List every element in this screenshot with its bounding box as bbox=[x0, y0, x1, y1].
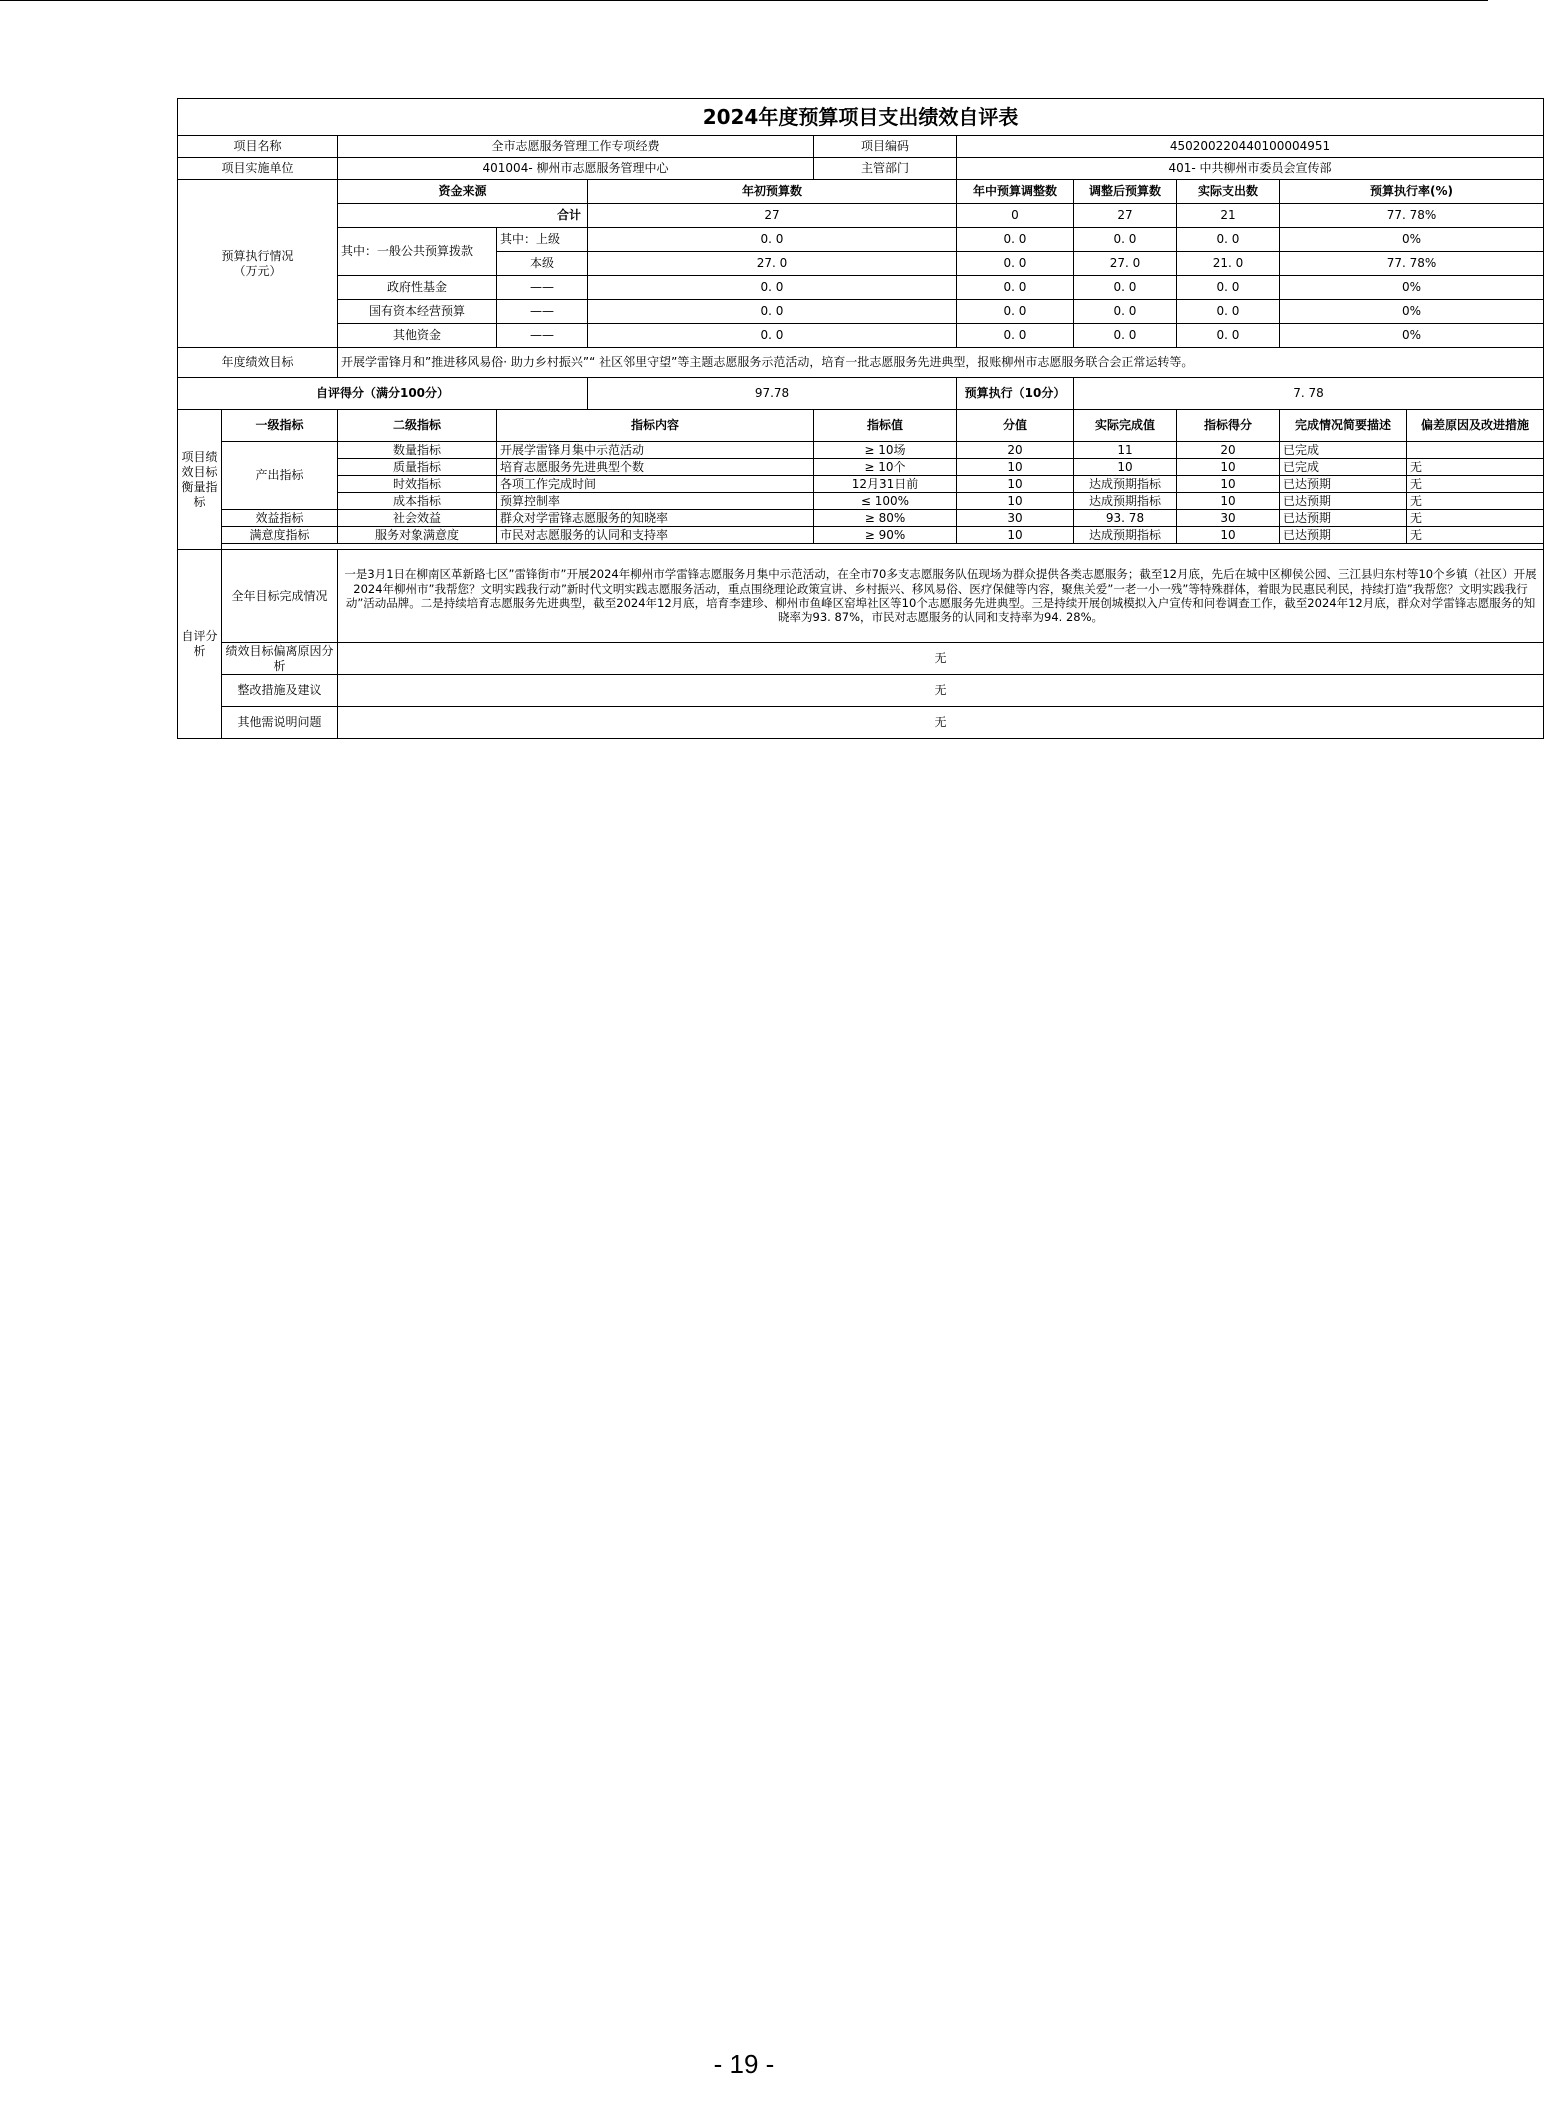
implementing-unit: 401004- 柳州市志愿服务管理中心 bbox=[338, 158, 814, 180]
indicator-reason: 无 bbox=[1407, 459, 1544, 476]
performance-evaluation-table bbox=[177, 98, 1544, 739]
implementing-unit-label: 项目实施单位 bbox=[178, 158, 338, 180]
indicator-row bbox=[178, 510, 1544, 527]
indicator-score: 10 bbox=[1177, 493, 1280, 510]
indicator-level2: 质量指标 bbox=[338, 459, 497, 476]
indicator-target: 12月31日前 bbox=[814, 476, 957, 493]
budget-cell: 0. 0 bbox=[588, 276, 957, 300]
indicator-actual: 11 bbox=[1074, 442, 1177, 459]
budget-cell: 0. 0 bbox=[1074, 228, 1177, 252]
budget-cell: 0. 0 bbox=[588, 324, 957, 348]
benefit-indicator-label: 效益指标 bbox=[222, 510, 338, 527]
budget-section-label: 预算执行情况 （万元） bbox=[178, 180, 338, 348]
table-title: 2024年度预算项目支出绩效自评表 bbox=[178, 99, 1544, 136]
self-score-label: 自评得分（满分100分） bbox=[178, 378, 588, 410]
budget-cell: 21. 0 bbox=[1177, 252, 1280, 276]
indicator-weight: 10 bbox=[957, 459, 1074, 476]
indicator-header: 指标值 bbox=[814, 410, 957, 442]
deviation-value: 无 bbox=[338, 643, 1544, 675]
indicator-target: ≤ 100% bbox=[814, 493, 957, 510]
budget-cell: 0. 0 bbox=[1074, 276, 1177, 300]
budget-row-other bbox=[178, 324, 1544, 348]
supervising-dept-label: 主管部门 bbox=[814, 158, 957, 180]
other-issues-value: 无 bbox=[338, 707, 1544, 739]
indicator-header: 一级指标 bbox=[222, 410, 338, 442]
indicator-row bbox=[178, 476, 1544, 493]
indicator-desc: 已达预期 bbox=[1280, 510, 1407, 527]
indicator-score: 20 bbox=[1177, 442, 1280, 459]
budget-total-label: 合计 bbox=[338, 204, 588, 228]
budget-exec-score-value: 7. 78 bbox=[1074, 378, 1544, 410]
budget-cell: 0. 0 bbox=[957, 276, 1074, 300]
budget-cell: 0. 0 bbox=[1074, 324, 1177, 348]
budget-cell: 0. 0 bbox=[1177, 324, 1280, 348]
indicator-actual: 达成预期指标 bbox=[1074, 527, 1177, 544]
indicator-level2: 成本指标 bbox=[338, 493, 497, 510]
budget-cell: 0. 0 bbox=[957, 300, 1074, 324]
analysis-section-label: 自评分析 bbox=[178, 550, 222, 739]
budget-cell: 27 bbox=[1074, 204, 1177, 228]
budget-cell: 0% bbox=[1280, 324, 1544, 348]
indicator-desc: 已达预期 bbox=[1280, 476, 1407, 493]
indicator-reason: 无 bbox=[1407, 510, 1544, 527]
budget-dash: —— bbox=[497, 276, 588, 300]
indicator-header: 完成情况简要描述 bbox=[1280, 410, 1407, 442]
indicator-reason bbox=[1407, 442, 1544, 459]
annual-goal-label: 年度绩效目标 bbox=[178, 348, 338, 378]
indicator-desc: 已完成 bbox=[1280, 442, 1407, 459]
indicator-desc: 已达预期 bbox=[1280, 527, 1407, 544]
budget-cell: 77. 78% bbox=[1280, 252, 1544, 276]
indicator-weight: 10 bbox=[957, 476, 1074, 493]
budget-cell: 0. 0 bbox=[1177, 228, 1280, 252]
indicator-score: 10 bbox=[1177, 459, 1280, 476]
budget-header-rate: 预算执行率(%) bbox=[1280, 180, 1544, 204]
budget-cell: 0% bbox=[1280, 300, 1544, 324]
self-score-value: 97.78 bbox=[588, 378, 957, 410]
budget-cell: 27. 0 bbox=[1074, 252, 1177, 276]
budget-header-source: 资金来源 bbox=[338, 180, 588, 204]
project-code: 450200220440100004951 bbox=[957, 136, 1544, 158]
budget-cell: 27. 0 bbox=[588, 252, 957, 276]
indicator-content: 培育志愿服务先进典型个数 bbox=[497, 459, 814, 476]
budget-general-label: 其中：一般公共预算拨款 bbox=[338, 228, 497, 276]
budget-cell: 0. 0 bbox=[957, 228, 1074, 252]
budget-cell: 0. 0 bbox=[1177, 300, 1280, 324]
indicator-row bbox=[178, 442, 1544, 459]
indicator-content: 市民对志愿服务的认同和支持率 bbox=[497, 527, 814, 544]
annual-goal-text: 开展学雷锋月和”推进移风易俗· 助力乡村振兴”“ 社区邻里守望”等主题志愿服务示范活动，培育一批志愿服务先进典型，报账柳州市志愿服务联合会正常运转等。 bbox=[338, 348, 1544, 378]
indicator-header: 指标内容 bbox=[497, 410, 814, 442]
indicator-level2: 时效指标 bbox=[338, 476, 497, 493]
budget-row-state-capital bbox=[178, 300, 1544, 324]
indicator-actual: 93. 78 bbox=[1074, 510, 1177, 527]
indicator-header: 指标得分 bbox=[1177, 410, 1280, 442]
indicator-level2: 社会效益 bbox=[338, 510, 497, 527]
budget-header-adjusted: 调整后预算数 bbox=[1074, 180, 1177, 204]
indicator-target: ≥ 10个 bbox=[814, 459, 957, 476]
budget-cell: 0% bbox=[1280, 276, 1544, 300]
indicator-content: 预算控制率 bbox=[497, 493, 814, 510]
budget-row-total bbox=[178, 204, 1544, 228]
indicator-actual: 达成预期指标 bbox=[1074, 476, 1177, 493]
deviation-label: 绩效目标偏离原因分析 bbox=[222, 643, 338, 675]
indicator-header: 偏差原因及改进措施 bbox=[1407, 410, 1544, 442]
indicator-level2: 数量指标 bbox=[338, 442, 497, 459]
indicator-target: ≥ 10场 bbox=[814, 442, 957, 459]
indicator-content: 开展学雷锋月集中示范活动 bbox=[497, 442, 814, 459]
indicator-score: 10 bbox=[1177, 527, 1280, 544]
summary-label: 全年目标完成情况 bbox=[222, 550, 338, 643]
budget-dash: —— bbox=[497, 324, 588, 348]
indicator-actual: 达成预期指标 bbox=[1074, 493, 1177, 510]
measures-value: 无 bbox=[338, 675, 1544, 707]
indicator-weight: 30 bbox=[957, 510, 1074, 527]
budget-cell: 0. 0 bbox=[1177, 276, 1280, 300]
budget-cell: 0. 0 bbox=[588, 228, 957, 252]
indicator-reason: 无 bbox=[1407, 527, 1544, 544]
indicator-desc: 已达预期 bbox=[1280, 493, 1407, 510]
measures-label: 整改措施及建议 bbox=[222, 675, 338, 707]
indicator-score: 30 bbox=[1177, 510, 1280, 527]
indicator-weight: 10 bbox=[957, 493, 1074, 510]
indicator-header: 分值 bbox=[957, 410, 1074, 442]
budget-source-label: 政府性基金 bbox=[338, 276, 497, 300]
indicator-row bbox=[178, 459, 1544, 476]
indicator-content: 各项工作完成时间 bbox=[497, 476, 814, 493]
budget-cell: 0 bbox=[957, 204, 1074, 228]
indicator-target: ≥ 90% bbox=[814, 527, 957, 544]
indicator-reason: 无 bbox=[1407, 476, 1544, 493]
budget-upper-label: 其中：上级 bbox=[497, 228, 588, 252]
output-indicator-label: 产出指标 bbox=[222, 442, 338, 510]
project-name: 全市志愿服务管理工作专项经费 bbox=[338, 136, 814, 158]
budget-local-label: 本级 bbox=[497, 252, 588, 276]
budget-cell: 0% bbox=[1280, 228, 1544, 252]
indicator-level2: 服务对象满意度 bbox=[338, 527, 497, 544]
summary-text: 一是3月1日在柳南区革新路七区”雷锋街市”开展2024年柳州市学雷锋志愿服务月集中示范活动，在全市70多支志愿服务队伍现场为群众提供各类志愿服务；截至12月底，先后在城中区柳侯公园、三江县归东村等10个乡镇（社区）开展2024年柳州市”我帮您？文明实践我行动”新时代文明实践志愿服务活动，重点围绕理论政策宣讲、乡村振兴、移风易俗、医疗保健等内容，聚焦关爱”一老一小一残”等特殊群体，着眼为民惠民利民，持续打造”我帮您？文明实践我行动”活动品牌。二是持续培育志愿服务先进典型，截至2024年12月底，培育李建珍、柳州市鱼峰区窑埠社区等10个志愿服务先进典型。三是持续开展创城模拟入户宣传和问卷调查工作，截至2024年12月底，群众对学雷锋志愿服务的知晓率为93. 87%，市民对志愿服务的认同和支持率为94. 28%。 bbox=[338, 550, 1544, 643]
budget-cell: 21 bbox=[1177, 204, 1280, 228]
project-code-label: 项目编码 bbox=[814, 136, 957, 158]
supervising-dept: 401- 中共柳州市委员会宣传部 bbox=[957, 158, 1544, 180]
indicator-target: ≥ 80% bbox=[814, 510, 957, 527]
page-number: - 19 - bbox=[713, 2049, 775, 2079]
indicator-header: 实际完成值 bbox=[1074, 410, 1177, 442]
budget-cell: 0. 0 bbox=[957, 252, 1074, 276]
budget-source-label: 国有资本经营预算 bbox=[338, 300, 497, 324]
indicator-actual: 10 bbox=[1074, 459, 1177, 476]
page-top-rule bbox=[0, 0, 1488, 1]
indicator-header: 二级指标 bbox=[338, 410, 497, 442]
budget-header-adjust: 年中预算调整数 bbox=[957, 180, 1074, 204]
budget-cell: 27 bbox=[588, 204, 957, 228]
indicator-score: 10 bbox=[1177, 476, 1280, 493]
indicator-reason: 无 bbox=[1407, 493, 1544, 510]
budget-row-upper bbox=[178, 228, 1544, 252]
budget-cell: 0. 0 bbox=[957, 324, 1074, 348]
budget-header-initial: 年初预算数 bbox=[588, 180, 957, 204]
indicator-content: 群众对学雷锋志愿服务的知晓率 bbox=[497, 510, 814, 527]
budget-dash: —— bbox=[497, 300, 588, 324]
indicator-section-label: 项目绩效目标衡量指标 bbox=[178, 410, 222, 550]
indicator-desc: 已完成 bbox=[1280, 459, 1407, 476]
budget-cell: 0. 0 bbox=[1074, 300, 1177, 324]
project-name-label: 项目名称 bbox=[178, 136, 338, 158]
budget-row-gov-fund bbox=[178, 276, 1544, 300]
budget-header-actual: 实际支出数 bbox=[1177, 180, 1280, 204]
indicator-weight: 10 bbox=[957, 527, 1074, 544]
indicator-weight: 20 bbox=[957, 442, 1074, 459]
other-issues-label: 其他需说明问题 bbox=[222, 707, 338, 739]
budget-exec-score-label: 预算执行（10分） bbox=[957, 378, 1074, 410]
satisfaction-indicator-label: 满意度指标 bbox=[222, 527, 338, 544]
indicator-row bbox=[178, 493, 1544, 510]
budget-source-label: 其他资金 bbox=[338, 324, 497, 348]
indicator-row bbox=[178, 527, 1544, 544]
budget-cell: 77. 78% bbox=[1280, 204, 1544, 228]
budget-cell: 0. 0 bbox=[588, 300, 957, 324]
